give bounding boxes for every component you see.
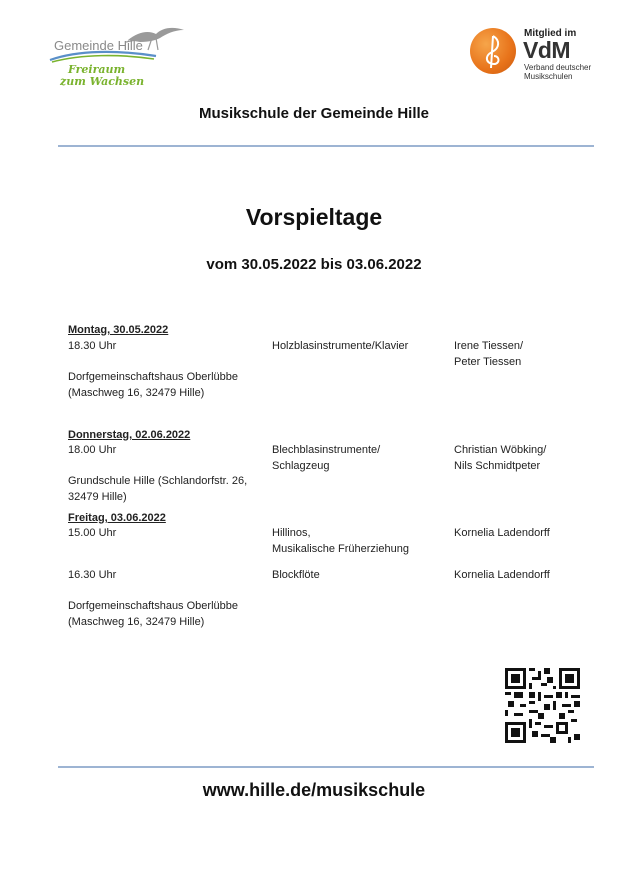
event-instrument xyxy=(272,339,408,355)
event-time: 15.00 Uhr xyxy=(68,527,117,539)
day-heading: Donnerstag, 02.06.2022 xyxy=(68,429,191,441)
instrument-line: Musikalische Früherziehung xyxy=(272,542,409,555)
event-time: 18.00 Uhr xyxy=(68,444,117,456)
organization-heading: Musikschule der Gemeinde Hille xyxy=(198,105,430,122)
day-heading: Montag, 30.05.2022 xyxy=(68,324,169,336)
location-line: Dorfgemeinschaftshaus Oberlübbe xyxy=(68,371,238,383)
teacher-line: Kornelia Ladendorff xyxy=(454,527,550,539)
teacher-line: Peter Tiessen xyxy=(454,355,522,368)
vdm-sub-line-1: Verband deutscher xyxy=(524,63,592,72)
instrument-line: Blechblasinstrumente/ xyxy=(272,444,381,456)
gemeinde-hille-name: Gemeinde Hille xyxy=(54,38,143,53)
teacher-line: Kornelia Ladendorff xyxy=(454,569,550,581)
location-line: Grundschule Hille (Schlandorfstr. 26, xyxy=(68,475,248,487)
instrument-line: Holzblasinstrumente/Klavier xyxy=(272,340,409,352)
qr-code-icon[interactable] xyxy=(505,668,580,743)
slogan-line-1: Freiraum xyxy=(68,63,126,76)
location-line: Dorfgemeinschaftshaus Oberlübbe xyxy=(68,600,238,612)
slogan-line-2: zum Wachsen xyxy=(60,75,145,88)
instrument-line: Blockflöte xyxy=(272,569,320,581)
event-time: 16.30 Uhr xyxy=(68,569,117,581)
gemeinde-hille-logo xyxy=(48,22,188,94)
page-title: Vorspieltage xyxy=(245,204,383,230)
bottom-divider xyxy=(58,766,594,768)
instrument-line: Schlagzeug xyxy=(272,459,330,472)
location-line: (Maschweg 16, 32479 Hille) xyxy=(68,615,205,628)
location-line: 32479 Hille) xyxy=(68,490,127,503)
event-instrument xyxy=(272,568,320,584)
vdm-mitglied-label: Mitglied im xyxy=(524,28,577,39)
gemeinde-hille-slogan xyxy=(60,64,144,88)
swoosh-icon xyxy=(48,50,158,64)
event-instrument xyxy=(272,443,380,474)
event-location xyxy=(68,474,247,505)
event-time: 18.30 Uhr xyxy=(68,340,117,352)
date-range: vom 30.05.2022 bis 03.06.2022 xyxy=(206,256,422,273)
event-teachers xyxy=(454,526,550,542)
vdm-acronym: VdM xyxy=(523,37,571,63)
teacher-line: Nils Schmidtpeter xyxy=(454,459,541,472)
instrument-line: Hillinos, xyxy=(272,527,311,539)
vdm-sub-line-2: Musikschulen xyxy=(524,72,573,81)
vdm-full-name xyxy=(524,63,604,81)
website-link[interactable]: www.hille.de/musikschule xyxy=(202,780,426,800)
event-location xyxy=(68,370,238,401)
vdm-logo xyxy=(470,26,600,86)
event-location xyxy=(68,599,238,630)
teacher-line: Christian Wöbking/ xyxy=(454,444,547,456)
day-heading: Freitag, 03.06.2022 xyxy=(68,512,166,524)
treble-clef-icon xyxy=(470,28,516,74)
event-instrument xyxy=(272,526,409,557)
event-teachers xyxy=(454,568,550,584)
vdm-circle-icon xyxy=(470,28,516,74)
event-teachers xyxy=(454,339,523,370)
event-teachers xyxy=(454,443,546,474)
top-divider xyxy=(58,145,594,147)
location-line: (Maschweg 16, 32479 Hille) xyxy=(68,386,205,399)
teacher-line: Irene Tiessen/ xyxy=(454,340,524,352)
